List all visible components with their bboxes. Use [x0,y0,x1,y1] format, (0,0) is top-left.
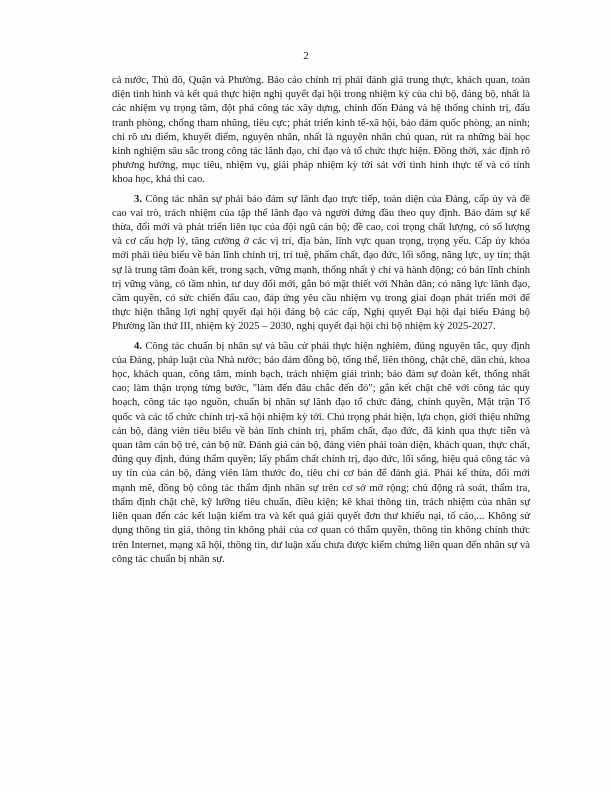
paragraph-text: cả nước, Thủ đô, Quận và Phường. Báo cáo chính trị phải đánh giá trung thực, khách quan, toàn diện tình hình và kết quả thực hiện nghị quyết đại hội trong nhiệm kỳ của chi bộ, đảng bộ, nhất là các nhiệm vụ trọng tâm, đột phá công tác xây dựng, chỉnh đốn Đảng và hệ thống chính trị, đấu tranh phòng, chống tham nhũng, tiêu cực; phát triển kinh tế-xã hội, bảo đảm quốc phòng, an ninh; chỉ rõ ưu điểm, khuyết điểm, nguyên nhân, nhất là nguyên nhân chủ quan, rút ra những bài học kinh nghiệm sâu sắc trong công tác lãnh đạo, chỉ đạo và tổ chức thực hiện. Đồng thời, xác định rõ phương hướng, mục tiêu, nhiệm vụ, giải pháp nhiệm kỳ tới sát với tình hình thực tế và có tính khoa học, khả thi cao. [112,75,530,186]
page-number: 2 [303,50,309,62]
document-body [112,74,530,572]
paragraph-continuation [112,74,530,188]
paragraph-text: Công tác nhân sự phải bảo đảm sự lãnh đạo trực tiếp, toàn diện của Đảng, cấp ủy và đề cao vai trò, trách nhiệm của tập thể lãnh đạo và người đứng đầu theo quy định. Bảo đảm sự kế thừa, đổi mới và phát triển liên tục của đội ngũ cán bộ; đề cao, coi trọng chất lượng, có số lượng và cơ cấu hợp lý, tăng cường ở các vị trí, địa bàn, lĩnh vực quan trọng, trọng yếu. Cấp ủy khóa mới phải tiêu biểu về bản lĩnh chính trị, trí tuệ, phẩm chất, đạo đức, lối sống, năng lực, uy tín; thật sự là trung tâm đoàn kết, trong sạch, vững mạnh, thống nhất ý chí và hành động; có bản lĩnh chính trị vững vàng, có tầm nhìn, tư duy đổi mới, gắn bó mật thiết với Nhân dân; có năng lực lãnh đạo, cầm quyền, có sức chiến đấu cao, đáp ứng yêu cầu nhiệm vụ trong giai đoạn phát triển mới để thực hiện thắng lợi nghị quyết đại hội đảng bộ các cấp, Nghị quyết Đại hội đại biểu Đảng bộ Phường lần thứ III, nhiệm kỳ 2025 – 2030, nghị quyết đại hội chi bộ nhiệm kỳ 2025-2027. [112,193,530,333]
paragraph-text: Công tác chuẩn bị nhân sự và bầu cử phải thực hiện nghiêm, đúng nguyên tắc, quy định của Đảng, pháp luật của Nhà nước; bảo đảm đồng bộ, tổng thể, liên thông, chặt chẽ, dân chủ, khoa học, khách quan, công tâm, minh bạch, trách nhiệm giải trình; bảo đảm sự đoàn kết, thống nhất cao; làm thận trọng từng bước, "làm đến đâu chắc đến đó"; gắn kết chặt chẽ với công tác quy hoạch, công tác tạo nguồn, chuẩn bị nhân sự lãnh đạo tổ chức đảng, chính quyền, Mặt trận Tổ quốc và các tổ chức chính trị-xã hội nhiệm kỳ tới. Chú trọng phát hiện, lựa chọn, giới thiệu những cán bộ, đảng viên tiêu biểu về bản lĩnh chính trị, phẩm chất, đạo đức, đã kinh qua thực tiễn và quan tâm cán bộ trẻ, cán bộ nữ. Đánh giá cán bộ, đảng viên phải toàn diện, khách quan, thực chất, đúng quy định, đúng thẩm quyền; lấy phẩm chất chính trị, đạo đức, lối sống, hiệu quả công tác và uy tín của cán bộ, đảng viên làm thước đo, tiêu chí cơ bản để đánh giá. Phải kế thừa, đổi mới mạnh mẽ, đồng bộ công tác thẩm định nhân sự trên cơ sở mở rộng; chủ động rà soát, thẩm tra, thẩm định chặt chẽ, kỹ lưỡng tiêu chuẩn, điều kiện; kê khai thông tin, trách nhiệm của nhân sự liên quan đến các kết luận kiểm tra và kết quả giải quyết đơn thư khiếu nại, tố cáo,... Không sử dụng thông tin giả, thông tin không phải của cơ quan có thẩm quyền, thông tin không chính thức trên Internet, mạng xã hội, thông tin, dư luận xấu chưa được kiểm chứng liên quan đến nhân sự và công tác chuẩn bị nhân sự. [112,340,530,565]
paragraph-number: 3. [134,193,142,205]
paragraph-number: 4. [134,340,142,352]
paragraph-item-3 [112,193,530,335]
paragraph-item-4 [112,340,530,567]
